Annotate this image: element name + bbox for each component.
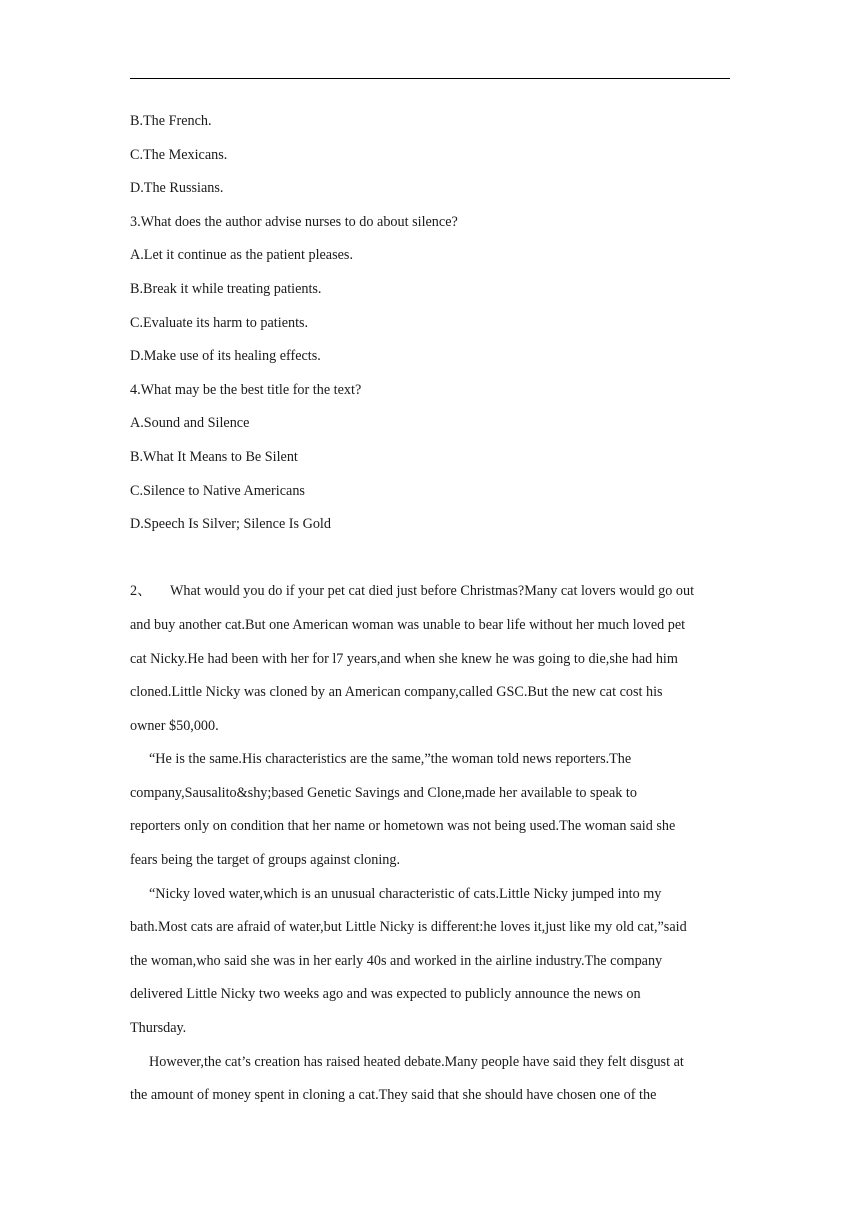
paragraph-line: owner $50,000. (130, 717, 219, 734)
paragraph-line: “Nicky loved water,which is an unusual characteristic of cats.Little Nicky jumped into my (149, 885, 662, 902)
paragraph-line: the woman,who said she was in her early 40s and worked in the airline industry.The company (130, 952, 663, 969)
question-option: A.Sound and Silence (130, 415, 250, 432)
section-spacer (130, 547, 730, 581)
paragraph-line: Thursday. (130, 1020, 187, 1037)
paragraph-line: reporters only on condition that her name or hometown was not being used.The woman said she (130, 818, 676, 835)
question-3 (130, 211, 730, 379)
passage-paragraph-1 (130, 580, 730, 748)
paragraph-line: delivered Little Nicky two weeks ago and was expected to publicly announce the news on (130, 986, 641, 1003)
question-option: C.The Mexicans. (130, 146, 228, 163)
paragraph-line: cloned.Little Nicky was cloned by an American company,called GSC.But the new cat cost his (130, 684, 663, 701)
question-option: D.The Russians. (130, 180, 224, 197)
passage-2 (130, 580, 730, 1118)
passage-paragraph-2 (130, 748, 730, 882)
paragraph-line: the amount of money spent in cloning a cat.They said that she should have chosen one of the (130, 1087, 657, 1104)
question-stem: 3.What does the author advise nurses to do about silence? (130, 213, 458, 230)
paragraph-line: cat Nicky.He had been with her for l7 years,and when she knew he was going to die,she had him (130, 650, 678, 667)
question-stem: 4.What may be the best title for the text? (130, 381, 362, 398)
question-option: C.Silence to Native Americans (130, 482, 305, 499)
question-option: B.Break it while treating patients. (130, 280, 322, 297)
paragraph-line: fears being the target of groups against cloning. (130, 852, 401, 869)
question-option: D.Make use of its healing effects. (130, 348, 321, 365)
passage-number: 2、 (130, 583, 152, 600)
paragraph-line: bath.Most cats are afraid of water,but Little Nicky is different:he loves it,just like my old cat,”said (130, 919, 687, 936)
question-option: D.Speech Is Silver; Silence Is Gold (130, 516, 331, 533)
paragraph-line: However,the cat’s creation has raised heated debate.Many people have said they felt disgust at (149, 1053, 684, 1070)
question-option: C.Evaluate its harm to patients. (130, 314, 309, 331)
question-option: B.The French. (130, 113, 212, 129)
passage-paragraph-4 (130, 1051, 730, 1118)
question-option: A.Let it continue as the patient pleases. (130, 247, 353, 264)
paragraph-line (130, 580, 730, 614)
paragraph-line: company,Sausalito&shy;based Genetic Savings and Clone,made her available to speak to (130, 784, 637, 801)
passage-paragraph-3 (130, 883, 730, 1051)
paragraph-line: and buy another cat.But one American woman was unable to bear life without her much loved pet (130, 616, 686, 633)
question-option: B.What It Means to Be Silent (130, 448, 298, 465)
header-rule (130, 78, 730, 79)
paragraph-line-text: What would you do if your pet cat died just before Christmas?Many cat lovers would go out (170, 583, 695, 600)
question-4 (130, 379, 730, 547)
question-2-options (130, 110, 730, 211)
document-body (130, 110, 730, 1118)
paragraph-line: “He is the same.His characteristics are the same,”the woman told news reporters.The (149, 751, 632, 768)
